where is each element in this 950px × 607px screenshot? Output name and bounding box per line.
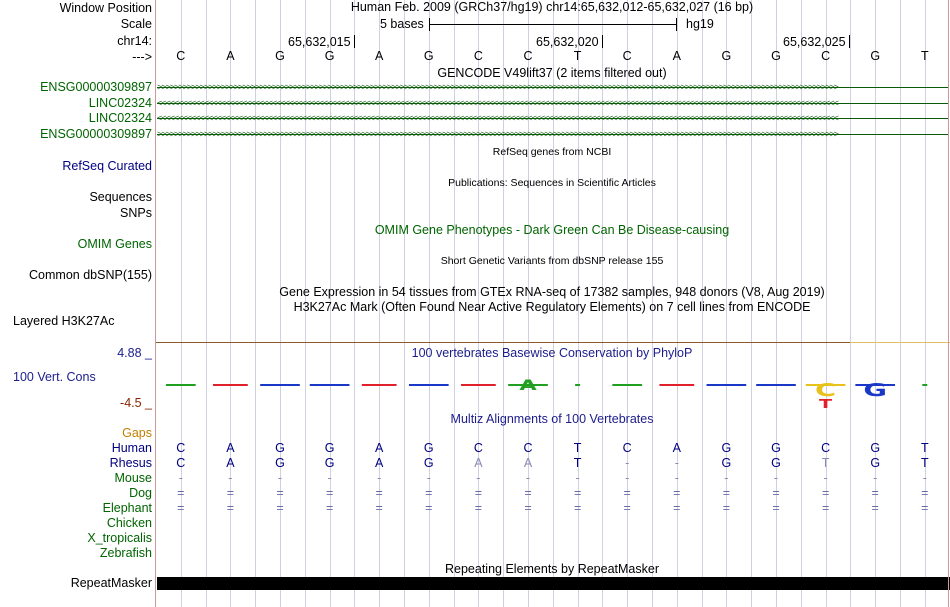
alignment-base: = xyxy=(276,501,284,515)
alignment-base: T xyxy=(573,441,582,455)
dbsnp-label[interactable]: Common dbSNP(155) xyxy=(29,268,152,282)
scale-label: Scale xyxy=(120,17,152,31)
alignment-base: G xyxy=(324,441,335,455)
alignment-base: - xyxy=(674,471,679,485)
repeatmasker-block[interactable] xyxy=(157,577,950,590)
alignment-base: T xyxy=(821,456,830,470)
scale-bar-left-cap xyxy=(429,18,430,31)
alignment-base: A xyxy=(672,441,681,455)
alignment-base: - xyxy=(377,471,382,485)
strand-chevrons: >>>>>>>>>>>>>>>>>>>>>>>>>>>>>>>>>>>>>>>>>>>>>>>>>>>>>>>>>>>>>>>>>>>>>>>>>>>>>>>>>>>>>>>>>>>>>>>>>>>>>>>>>>>>>>>>>>>>>>>>>>>>>>>>>>>>>>>>>>>>>>>>>>>>>>>>>>>>>>>> xyxy=(157,130,838,139)
gencode-row-1-label[interactable]: ENSG00000309897 xyxy=(40,80,152,94)
conservation-mark xyxy=(575,384,580,386)
publications-title: Publications: Sequences in Scientific Articles xyxy=(448,177,656,189)
alignment-base: = xyxy=(673,486,681,500)
alignment-base: = xyxy=(772,501,780,515)
alignment-base: G xyxy=(771,456,781,470)
alignment-base: - xyxy=(873,471,878,485)
alignment-base: = xyxy=(375,486,383,500)
conservation-mark xyxy=(166,384,196,386)
reference-base: G xyxy=(870,49,881,63)
alignment-base: = xyxy=(425,501,433,515)
alignment-base: G xyxy=(771,441,781,455)
reference-base: C xyxy=(473,49,483,63)
species-rhesus[interactable]: Rhesus xyxy=(109,456,152,470)
snps-label[interactable]: SNPs xyxy=(120,206,152,220)
refseq-title: RefSeq genes from NCBI xyxy=(492,146,612,158)
alignment-base: - xyxy=(625,471,630,485)
reference-base: A xyxy=(672,49,681,63)
conservation-mark xyxy=(409,384,449,386)
image-right-border xyxy=(948,0,949,607)
alignment-base: - xyxy=(525,471,531,485)
conservation-min: -4.5 _ xyxy=(120,396,152,410)
reference-base: T xyxy=(573,49,582,63)
scale-bar xyxy=(429,24,677,25)
scale-text: 5 bases xyxy=(380,17,424,31)
coord-tick-3-mark xyxy=(849,35,850,48)
window-position-value: Human Feb. 2009 (GRCh37/hg19) chr14:65,632,012-65,632,027 (16 bp) xyxy=(350,0,754,14)
species-human[interactable]: Human xyxy=(111,441,152,455)
sequences-label[interactable]: Sequences xyxy=(89,190,152,204)
strand-chevrons: <<<<<<<<<<<<<<<<<<<<<<<<<<<<<<<<<<<<<<<<<<<<<<<<<<<<<<<<<<<<<<<<<<<<<<<<<<<<<<<<<<<<<<<<<<<<<<<<<<<<<<<<<<<<<<<<<<<<<<<<<<<<<<<<<<<<<<<<<<<<<<<<<<<<<<<<<<<<<<<< xyxy=(157,114,838,123)
dbsnp-title: Short Genetic Variants from dbSNP release 155 xyxy=(440,255,664,267)
alignment-base: = xyxy=(375,501,383,515)
scale-bar-right-cap xyxy=(676,18,677,31)
strand-label: ---> xyxy=(132,50,152,64)
alignment-base: - xyxy=(476,471,481,485)
reference-base: G xyxy=(771,49,781,63)
omim-title: OMIM Gene Phenotypes - Dark Green Can Be Disease-causing xyxy=(374,223,730,237)
alignment-base: = xyxy=(226,501,235,515)
alignment-base: = xyxy=(573,486,582,500)
conservation-mark xyxy=(213,384,248,386)
chrom-label: chr14: xyxy=(117,34,152,48)
alignment-base: = xyxy=(722,486,731,500)
alignment-base: = xyxy=(673,501,681,515)
label-divider xyxy=(155,0,156,607)
alignment-base: = xyxy=(871,501,879,515)
alignment-base: T xyxy=(920,456,929,470)
conservation-mark xyxy=(461,384,496,386)
alignment-base: T xyxy=(920,441,929,455)
conservation-logo-letter: C xyxy=(815,379,837,401)
reference-base: A xyxy=(226,49,235,63)
alignment-base: - xyxy=(178,471,183,485)
reference-base: G xyxy=(275,49,285,63)
reference-base: C xyxy=(622,49,632,63)
alignment-base: G xyxy=(423,441,434,455)
alignment-base: = xyxy=(821,501,830,515)
conservation-logo-letter: G xyxy=(863,379,888,401)
coord-tick-3: 65,632,025 xyxy=(783,35,846,49)
alignment-base: = xyxy=(871,486,879,500)
conservation-mark xyxy=(707,384,747,386)
multiz-title: Multiz Alignments of 100 Vertebrates xyxy=(450,412,654,426)
repeatmasker-label[interactable]: RepeatMasker xyxy=(70,576,152,590)
alignment-base: - xyxy=(625,456,630,470)
alignment-base: C xyxy=(622,441,632,455)
conservation-logo-letter: A xyxy=(519,378,537,394)
reference-base: G xyxy=(721,49,732,63)
alignment-base: = xyxy=(177,501,185,515)
strand-chevrons: <<<<<<<<<<<<<<<<<<<<<<<<<<<<<<<<<<<<<<<<<<<<<<<<<<<<<<<<<<<<<<<<<<<<<<<<<<<<<<<<<<<<<<<<<<<<<<<<<<<<<<<<<<<<<<<<<<<<<<<<<<<<<<<<<<<<<<<<<<<<<<<<<<<<<<<<<<<<<<<< xyxy=(157,99,838,108)
gencode-row-3-label[interactable]: LINC02324 xyxy=(88,111,152,125)
reference-base: C xyxy=(523,49,533,63)
alignment-base: = xyxy=(276,486,284,500)
species-chicken[interactable]: Chicken xyxy=(106,516,152,530)
alignment-base: - xyxy=(575,471,580,485)
alignment-base: = xyxy=(524,486,532,500)
alignment-base: G xyxy=(275,441,285,455)
alignment-base: = xyxy=(474,486,483,500)
alignment-base: C xyxy=(523,441,533,455)
alignment-base: = xyxy=(821,486,830,500)
gtex-title: Gene Expression in 54 tissues from GTEx RNA-seq of 17382 samples, 948 donors (V8, Aug 2019) xyxy=(279,285,825,299)
alignment-base: = xyxy=(623,501,631,515)
reference-base: G xyxy=(324,49,335,63)
alignment-base: G xyxy=(870,456,881,470)
alignment-base: C xyxy=(473,441,483,455)
alignment-base: = xyxy=(921,486,929,500)
conservation-label[interactable]: 100 Vert. Cons xyxy=(13,370,96,384)
gencode-title: GENCODE V49lift37 (2 items filtered out) xyxy=(437,66,667,80)
alignment-base: = xyxy=(921,501,929,515)
alignment-base: A xyxy=(474,456,483,470)
alignment-base: = xyxy=(573,501,582,515)
species-mouse[interactable]: Mouse xyxy=(114,471,152,485)
alignment-base: T xyxy=(573,456,582,470)
alignment-base: G xyxy=(721,441,732,455)
h3k27ac-signal-right xyxy=(850,342,950,343)
gaps-label[interactable]: Gaps xyxy=(122,426,152,440)
alignment-base: A xyxy=(523,456,533,470)
conservation-logo xyxy=(0,370,950,410)
alignment-base: C xyxy=(176,456,186,470)
alignment-base: - xyxy=(228,471,233,485)
alignment-base: = xyxy=(325,501,334,515)
alignment-base: = xyxy=(226,486,235,500)
alignment-base: C xyxy=(176,441,186,455)
alignment-base: - xyxy=(773,471,779,485)
conservation-mark xyxy=(659,384,694,386)
h3k27ac-title: H3K27Ac Mark (Often Found Near Active Regulatory Elements) on 7 cell lines from ENCODE xyxy=(293,300,811,314)
reference-base: C xyxy=(821,49,831,63)
repeat-title: Repeating Elements by RepeatMasker xyxy=(444,562,660,576)
species-dog[interactable]: Dog xyxy=(129,486,152,500)
conservation-logo-letter: T xyxy=(819,396,833,410)
alignment-base: - xyxy=(277,471,283,485)
reference-base: A xyxy=(375,49,384,63)
conservation-mark xyxy=(362,384,397,386)
gencode-row-2-label[interactable]: LINC02324 xyxy=(88,96,152,110)
alignment-base: A xyxy=(375,456,384,470)
alignment-base: - xyxy=(823,471,828,485)
scale-assembly: hg19 xyxy=(686,17,714,31)
alignment-base: = xyxy=(772,486,780,500)
alignment-base: = xyxy=(425,486,433,500)
alignment-base: = xyxy=(524,501,532,515)
alignment-base: G xyxy=(275,456,285,470)
species-elephant[interactable]: Elephant xyxy=(102,501,152,515)
coord-tick-2-mark xyxy=(602,35,603,48)
coord-tick-1: 65,632,015 xyxy=(288,35,351,49)
reference-base: C xyxy=(176,49,186,63)
conservation-max: 4.88 _ xyxy=(117,346,152,360)
window-position-label: Window Position xyxy=(59,1,152,15)
alignment-base: - xyxy=(724,471,729,485)
species-zebrafish[interactable]: Zebrafish xyxy=(99,546,152,560)
conservation-title: 100 vertebrates Basewise Conservation by PhyloP xyxy=(411,346,693,360)
alignment-base: - xyxy=(426,471,431,485)
refseq-label[interactable]: RefSeq Curated xyxy=(62,159,152,173)
alignment-base: C xyxy=(821,441,831,455)
alignment-base: - xyxy=(922,471,927,485)
alignment-base: A xyxy=(375,441,384,455)
alignment-base: G xyxy=(423,456,434,470)
alignment-base: A xyxy=(226,441,235,455)
gencode-row-4-label[interactable]: ENSG00000309897 xyxy=(40,127,152,141)
reference-base: T xyxy=(920,49,929,63)
alignment-base: - xyxy=(674,456,679,470)
h3k27ac-signal xyxy=(156,342,850,343)
alignment-base: = xyxy=(623,486,631,500)
coord-tick-1-mark xyxy=(354,35,355,48)
omim-label[interactable]: OMIM Genes xyxy=(77,237,152,251)
alignment-base: G xyxy=(324,456,335,470)
alignment-base: - xyxy=(327,471,332,485)
conservation-mark xyxy=(922,384,927,386)
coord-tick-2: 65,632,020 xyxy=(536,35,599,49)
reference-base: G xyxy=(423,49,434,63)
alignment-base: A xyxy=(226,456,235,470)
alignment-base: = xyxy=(177,486,185,500)
conservation-mark xyxy=(756,384,796,386)
conservation-mark xyxy=(260,384,300,386)
conservation-mark xyxy=(310,384,350,386)
alignment-base: G xyxy=(870,441,881,455)
strand-chevrons: >>>>>>>>>>>>>>>>>>>>>>>>>>>>>>>>>>>>>>>>>>>>>>>>>>>>>>>>>>>>>>>>>>>>>>>>>>>>>>>>>>>>>>>>>>>>>>>>>>>>>>>>>>>>>>>>>>>>>>>>>>>>>>>>>>>>>>>>>>>>>>>>>>>>>>>>>>>>>>>> xyxy=(157,83,838,92)
h3k27ac-label[interactable]: Layered H3K27Ac xyxy=(13,314,115,328)
alignment-base: = xyxy=(325,486,334,500)
conservation-mark xyxy=(612,384,642,386)
alignment-base: G xyxy=(721,456,732,470)
species-x-tropicalis[interactable]: X_tropicalis xyxy=(87,531,152,545)
alignment-base: = xyxy=(474,501,483,515)
alignment-base: = xyxy=(722,501,731,515)
